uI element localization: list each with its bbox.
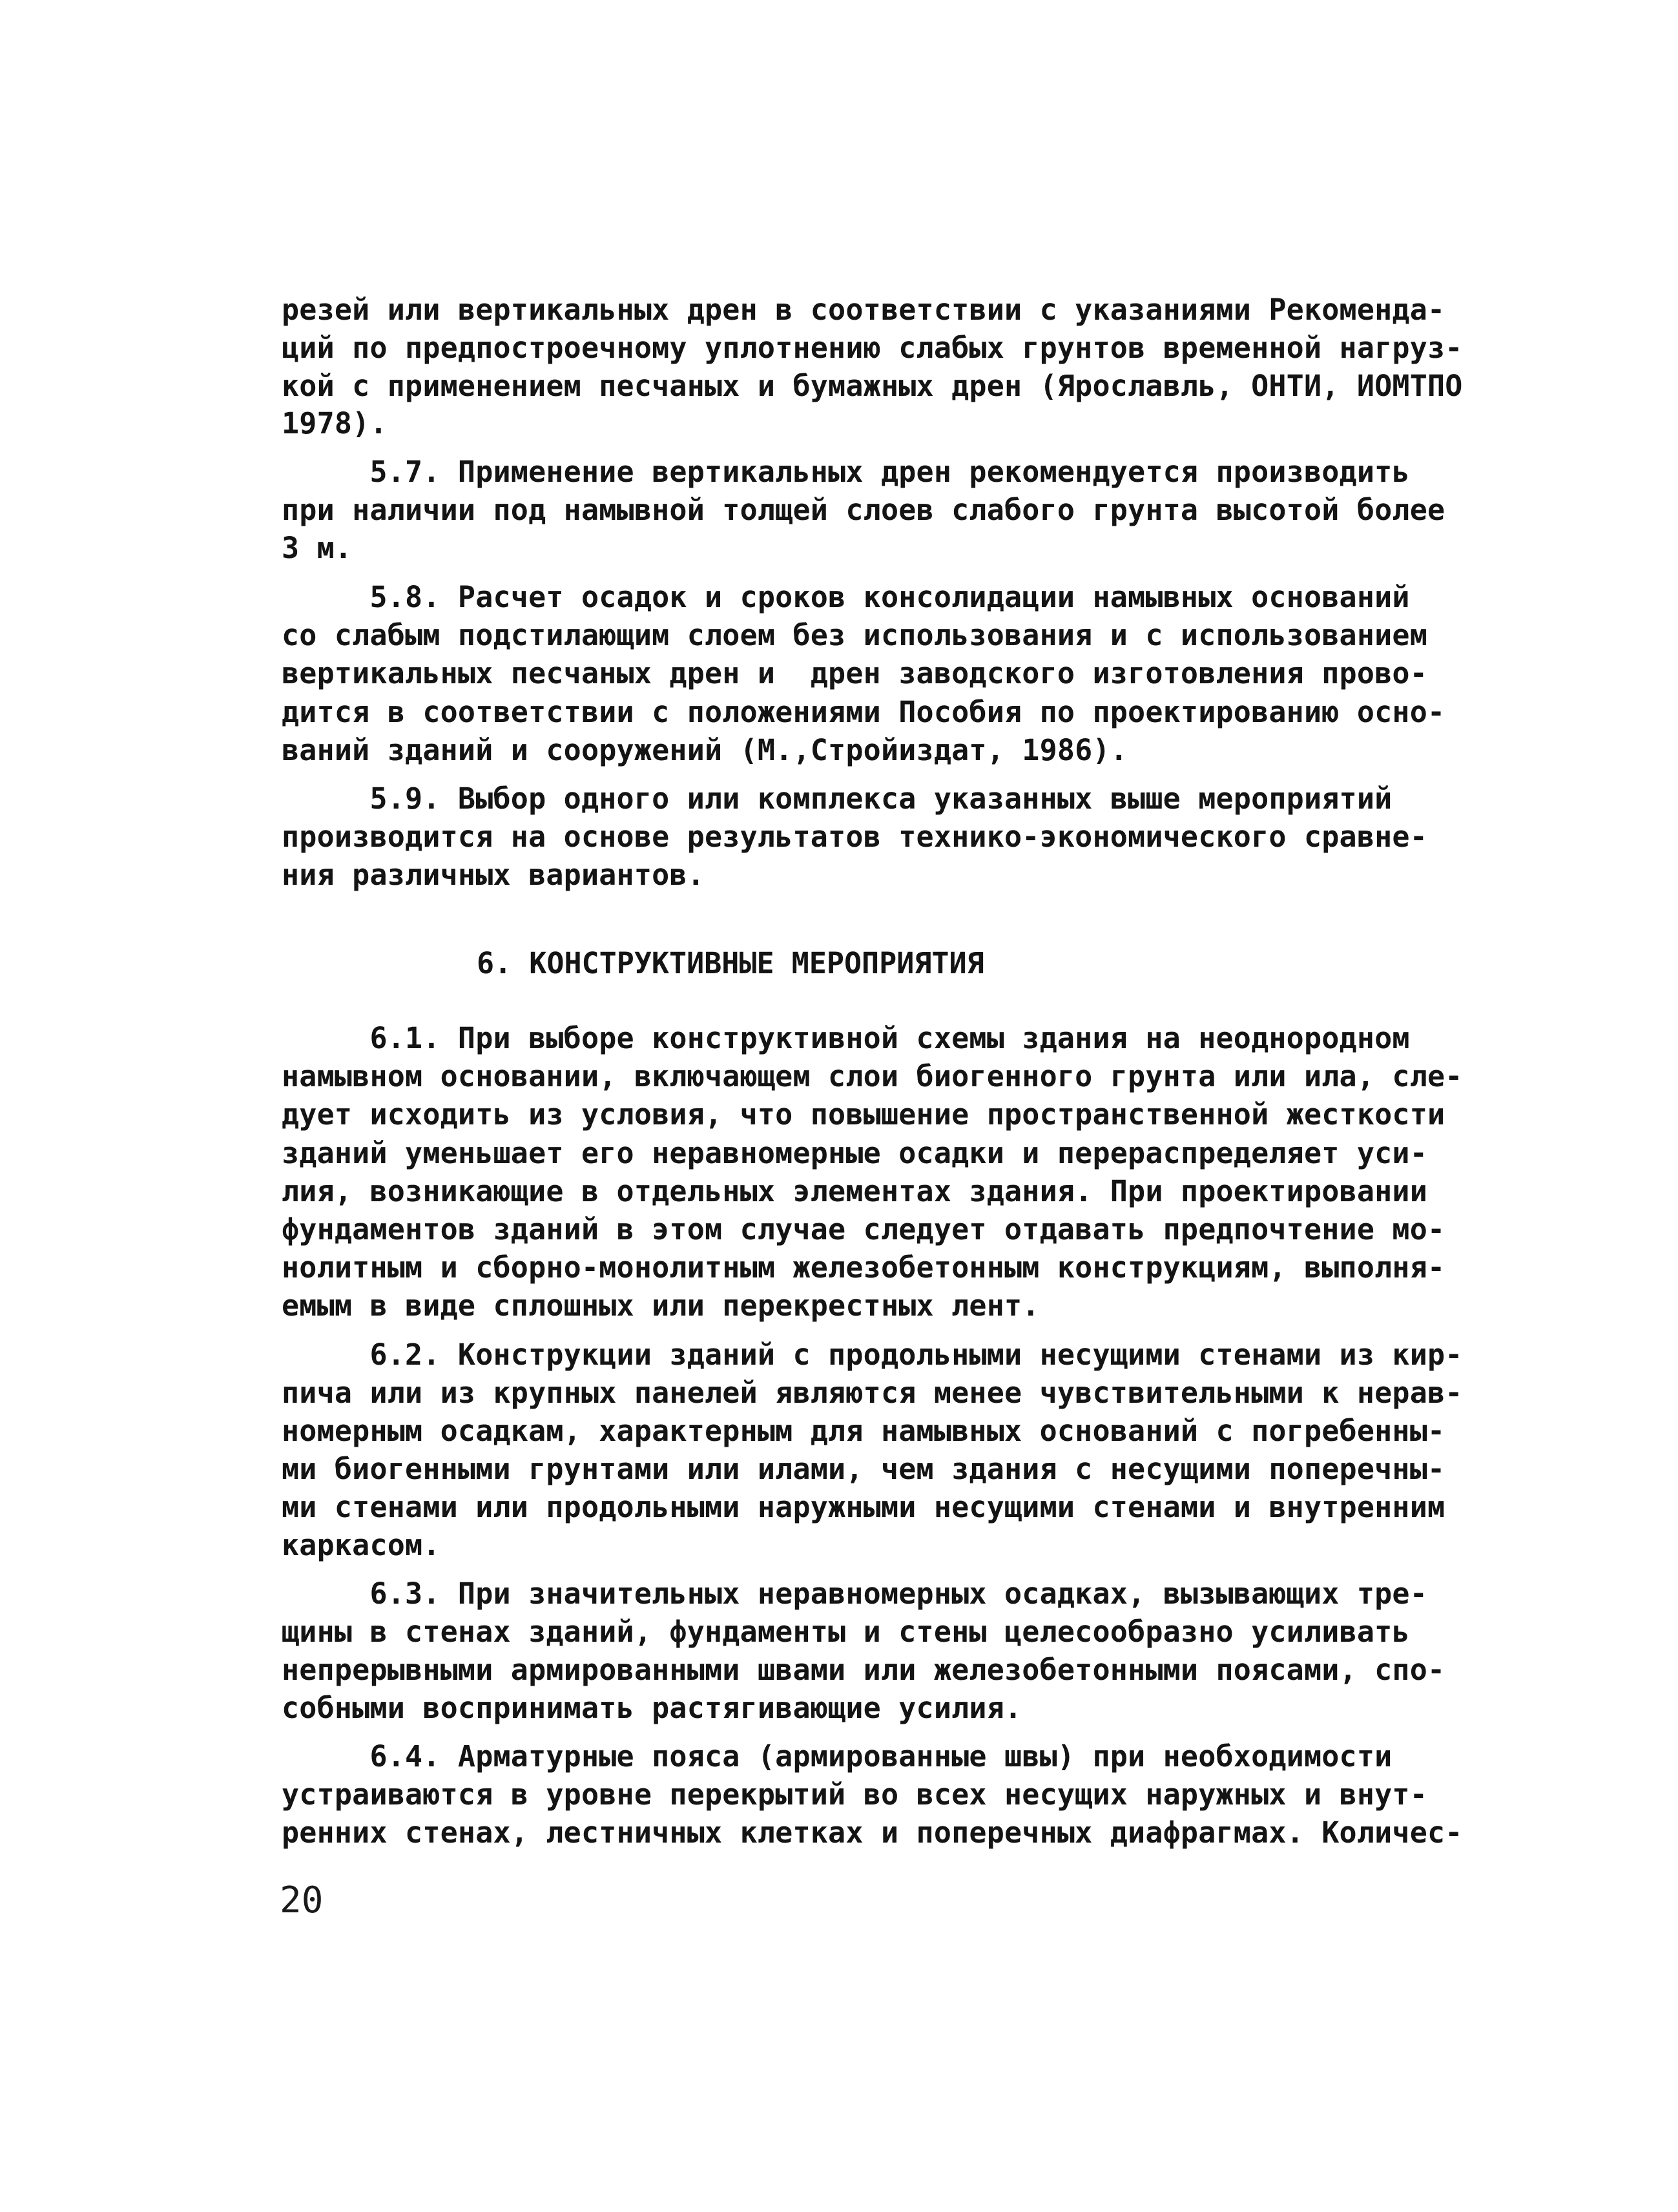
text-line: ваний зданий и сооружений (М.,Стройиздат, 1986). bbox=[282, 733, 1128, 767]
text-line: пича или из крупных панелей являются менее чувствительными к нерав- bbox=[282, 1376, 1463, 1410]
text-line: ми стенами или продольными наружными несущими стенами и внутренним bbox=[282, 1490, 1445, 1524]
text-line: щины в стенах зданий, фундаменты и стены целесообразно усиливать bbox=[282, 1615, 1410, 1649]
text-line: 5.9. Выбор одного или комплекса указанных выше мероприятий bbox=[282, 781, 1393, 816]
text-line: со слабым подстилающим слоем без использования и с использованием bbox=[282, 618, 1427, 652]
text-line: ренних стенах, лестничных клетках и поперечных диафрагмах. Количес- bbox=[282, 1815, 1463, 1850]
text-line: 5.8. Расчет осадок и сроков консолидации намывных оснований bbox=[282, 580, 1410, 614]
text-line: фундаментов зданий в этом случае следует отдавать предпочтение мо- bbox=[282, 1212, 1445, 1246]
text-line: ций по предпостроечному уплотнению слабых грунтов временной нагруз- bbox=[282, 331, 1463, 365]
text-line: 3 м. bbox=[282, 531, 353, 565]
text-line: номерным осадкам, характерным для намывных оснований с погребенны- bbox=[282, 1414, 1445, 1448]
text-line: лия, возникающие в отдельных элементах здания. При проектировании bbox=[282, 1174, 1427, 1208]
text-line: устраиваются в уровне перекрытий во всех несущих наружных и внут- bbox=[282, 1777, 1427, 1812]
section-heading: 6. КОНСТРУКТИВНЫЕ МЕРОПРИЯТИЯ bbox=[477, 946, 984, 980]
text-line: 6.2. Конструкции зданий с продольными несущими стенами из кир- bbox=[282, 1338, 1463, 1372]
text-line: ми биогенными грунтами или илами, чем здания с несущими поперечны- bbox=[282, 1452, 1445, 1486]
text-line: производится на основе результатов технико-экономического сравне- bbox=[282, 820, 1427, 854]
text-line: 5.7. Применение вертикальных дрен рекомендуется производить bbox=[282, 455, 1410, 489]
text-line: 1978). bbox=[282, 406, 388, 440]
text-line: намывном основании, включающем слои биогенного грунта или ила, сле- bbox=[282, 1059, 1463, 1093]
text-line: дится в соответствии с положениями Пособия по проектированию осно- bbox=[282, 695, 1445, 729]
text-line: зданий уменьшает его неравномерные осадки и перераспределяет уси- bbox=[282, 1136, 1427, 1170]
text-line: 6.1. При выборе конструктивной схемы здания на неоднородном bbox=[282, 1021, 1410, 1055]
text-line: при наличии под намывной толщей слоев слабого грунта высотой более bbox=[282, 493, 1445, 527]
page-number: 20 bbox=[280, 1879, 324, 1921]
text-line: 6.3. При значительных неравномерных осадках, вызывающих тре- bbox=[282, 1576, 1427, 1611]
text-line: собными воспринимать растягивающие усилия. bbox=[282, 1691, 1022, 1725]
text-line: вертикальных песчаных дрен и дрен заводского изготовления прово- bbox=[282, 656, 1427, 690]
text-line: непрерывными армированными швами или железобетонными поясами, спо- bbox=[282, 1653, 1445, 1687]
text-line: дует исходить из условия, что повышение пространственной жесткости bbox=[282, 1097, 1445, 1132]
text-line: емым в виде сплошных или перекрестных лент. bbox=[282, 1288, 1040, 1323]
text-line: ния различных вариантов. bbox=[282, 858, 705, 892]
text-line: нолитным и сборно-монолитным железобетонным конструкциям, выполня- bbox=[282, 1250, 1445, 1285]
text-line: каркасом. bbox=[282, 1528, 440, 1562]
text-line: кой с применением песчаных и бумажных дрен (Ярославль, ОНТИ, ИОМТПО bbox=[282, 369, 1463, 403]
text-line: резей или вертикальных дрен в соответствии с указаниями Рекоменда- bbox=[282, 293, 1445, 327]
text-line: 6.4. Арматурные пояса (армированные швы) при необходимости bbox=[282, 1739, 1393, 1773]
